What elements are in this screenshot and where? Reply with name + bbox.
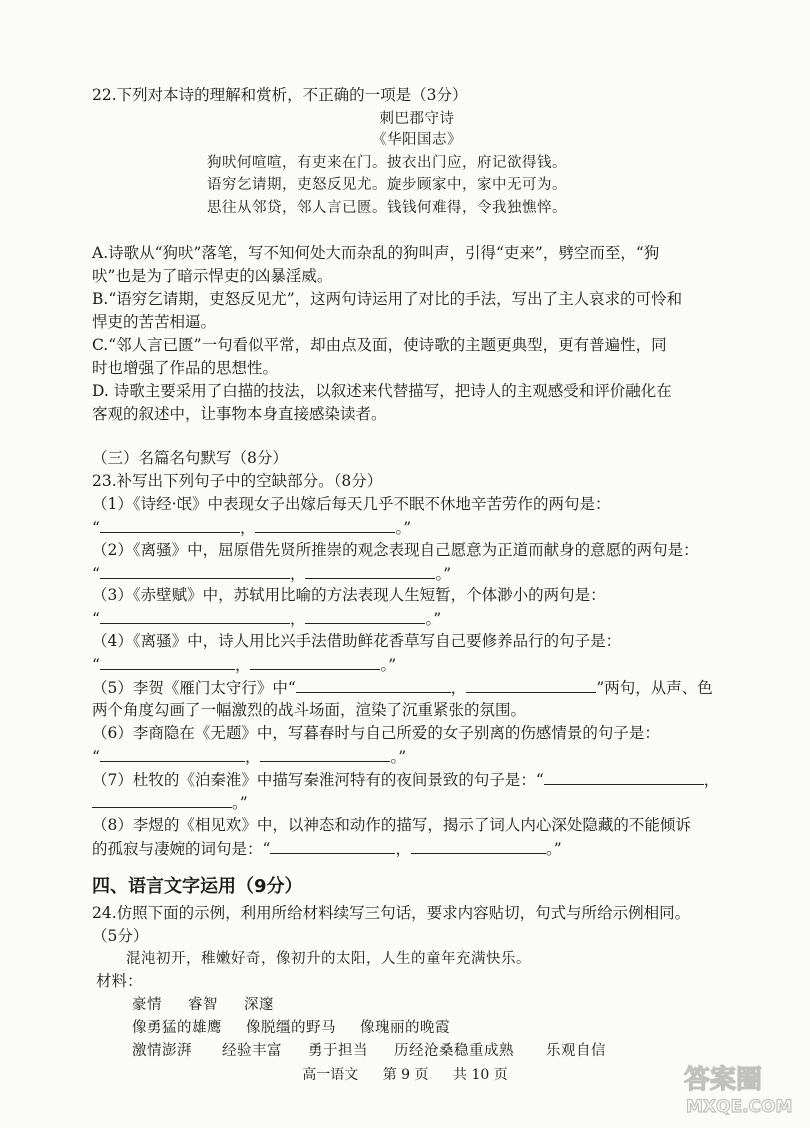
- answer-blank[interactable]: [100, 562, 290, 579]
- answer-blank[interactable]: [92, 791, 232, 808]
- footer-subject: 高一语文: [302, 1067, 359, 1083]
- q23-item-5-cont: 两个角度勾画了一幅激烈的战斗场面，渲染了沉重紧张的氛围。: [92, 701, 527, 719]
- q23-blank-row-3: “ ， 。”: [92, 607, 742, 630]
- q23-blank-row-1: “ ， 。”: [92, 516, 742, 539]
- material-label: 材料：: [96, 972, 143, 990]
- answer-blank[interactable]: [544, 768, 704, 785]
- q23-blank-row-7: 。”: [92, 791, 742, 814]
- poem-line: 思往从邻贷，邻人言已匮。钱钱何难得，令我独憔悴。: [207, 200, 567, 216]
- footer-page: 第 9 页: [382, 1067, 429, 1083]
- q23-item-2: （2）《离骚》中，屈原借先贤所推崇的观念表现自己愿意为正道而献身的意愿的两句是：: [92, 541, 699, 559]
- q24-points: （5分）: [92, 927, 149, 945]
- q23-item-5: （5）李贺《雁门太守行》中“ ， ”两句，从声、色: [92, 676, 742, 699]
- answer-blank[interactable]: [270, 837, 395, 854]
- q22-option-b-cont: 悍吏的苦苦相逼。: [92, 313, 217, 331]
- watermark-line-1: 答案圈: [684, 1065, 763, 1095]
- answer-blank[interactable]: [305, 562, 435, 579]
- section-3-title: （三）名篇名句默写（8分）: [92, 449, 288, 467]
- answer-blank[interactable]: [100, 653, 235, 670]
- answer-blank[interactable]: [305, 607, 425, 624]
- q23-stem: 23.补写出下列句子中的空缺部分。（8分）: [92, 472, 383, 490]
- poem-title: 刺巴郡守诗: [379, 111, 455, 127]
- q22-option-c-cont: 时也增强了作品的思想性。: [92, 359, 279, 377]
- answer-blank[interactable]: [411, 837, 546, 854]
- q23-item-8: （8）李煜的《相见欢》中，以神态和动作的描写，揭示了词人内心深处隐藏的不能倾诉: [92, 816, 691, 834]
- poem-source: 《华阳国志》: [372, 132, 462, 148]
- q23-item-6: （6）李商隐在《无题》中，写暮春时与自己所爱的女子别离的伤感情景的句子是：: [92, 724, 660, 742]
- answer-blank[interactable]: [296, 676, 451, 693]
- q22-option-c: C.“邻人言已匮”一句看似平常，却由点及面，使诗歌的主题更典型，更有普遍性，同: [92, 336, 667, 354]
- answer-blank[interactable]: [250, 653, 380, 670]
- q23-item-1: （1）《诗经·氓》中表现女子出嫁后每天几乎不眠不休地辛苦劳作的两句是：: [92, 495, 611, 513]
- watermark-line-2: MXQE.COM: [686, 1097, 793, 1117]
- footer-total: 共 10 页: [453, 1067, 508, 1083]
- answer-blank[interactable]: [255, 516, 395, 533]
- q23-item-8-cont: 的孤寂与凄婉的词句是：“ ， 。”: [92, 837, 742, 860]
- answer-blank[interactable]: [260, 745, 390, 762]
- q22-option-a: A.诗歌从“狗吠”落笔，写不知何处大而杂乱的狗叫声，引得“吏来”，劈空而至，“狗: [92, 244, 660, 262]
- q22-option-a-cont: 吠”也是为了暗示悍吏的凶暴淫威。: [92, 267, 333, 285]
- material-row-1: 豪情 睿智 深邃: [132, 997, 274, 1013]
- watermark-logo: [680, 1058, 800, 1118]
- q23-item-7: （7）杜牧的《泊秦淮》中描写秦淮河特有的夜间景致的句子是：“ ，: [92, 768, 742, 791]
- poem-line: 狗吠何喧喧，有吏来在门。披衣出门应，府记欲得钱。: [207, 155, 567, 171]
- material-row-2: 像勇猛的雄鹰 像脱缰的野马 像瑰丽的晚霞: [132, 1020, 450, 1036]
- answer-blank[interactable]: [466, 676, 596, 693]
- q24-stem: 24.仿照下面的示例，利用所给材料续写三句话，要求内容贴切，句式与所给示例相同。: [92, 904, 691, 922]
- poem-line: 语穷乞请期，吏怒反见尤。旋步顾家中，家中无可为。: [207, 177, 567, 193]
- q24-example: 混沌初开，稚嫩好奇，像初升的太阳，人生的童年充满快乐。: [126, 951, 531, 967]
- q23-blank-row-6: “ ， 。”: [92, 745, 742, 768]
- q22-stem: 22.下列对本诗的理解和赏析，不正确的一项是（3分）: [92, 86, 468, 104]
- answer-blank[interactable]: [100, 516, 240, 533]
- q22-option-d: D. 诗歌主要采用了白描的技法，以叙述来代替描写，把诗人的主观感受和评价融化在: [92, 382, 672, 400]
- q22-option-b: B.“语穷乞请期，吏怒反见尤”，这两句诗运用了对比的手法，写出了主人哀求的可怜和: [92, 290, 683, 308]
- q23-item-4: （4）《离骚》中，诗人用比兴手法借助鲜花香草写自己要修养品行的句子是：: [92, 632, 622, 650]
- section-4-title: 四、语言文字运用（9分）: [92, 876, 303, 897]
- q22-option-d-cont: 客观的叙述中，让事物本身直接感染读者。: [92, 405, 387, 423]
- q23-item-3: （3）《赤壁赋》中，苏轼用比喻的方法表现人生短暂，个体渺小的两句是：: [92, 586, 606, 604]
- material-row-3: 激情澎湃 经验丰富 勇于担当 历经沧桑稳重成熟 乐观自信: [132, 1043, 606, 1059]
- answer-blank[interactable]: [100, 607, 290, 624]
- q23-blank-row-2: “ ， 。”: [92, 562, 742, 585]
- answer-blank[interactable]: [100, 745, 245, 762]
- q23-blank-row-4: “ ， 。”: [92, 653, 742, 676]
